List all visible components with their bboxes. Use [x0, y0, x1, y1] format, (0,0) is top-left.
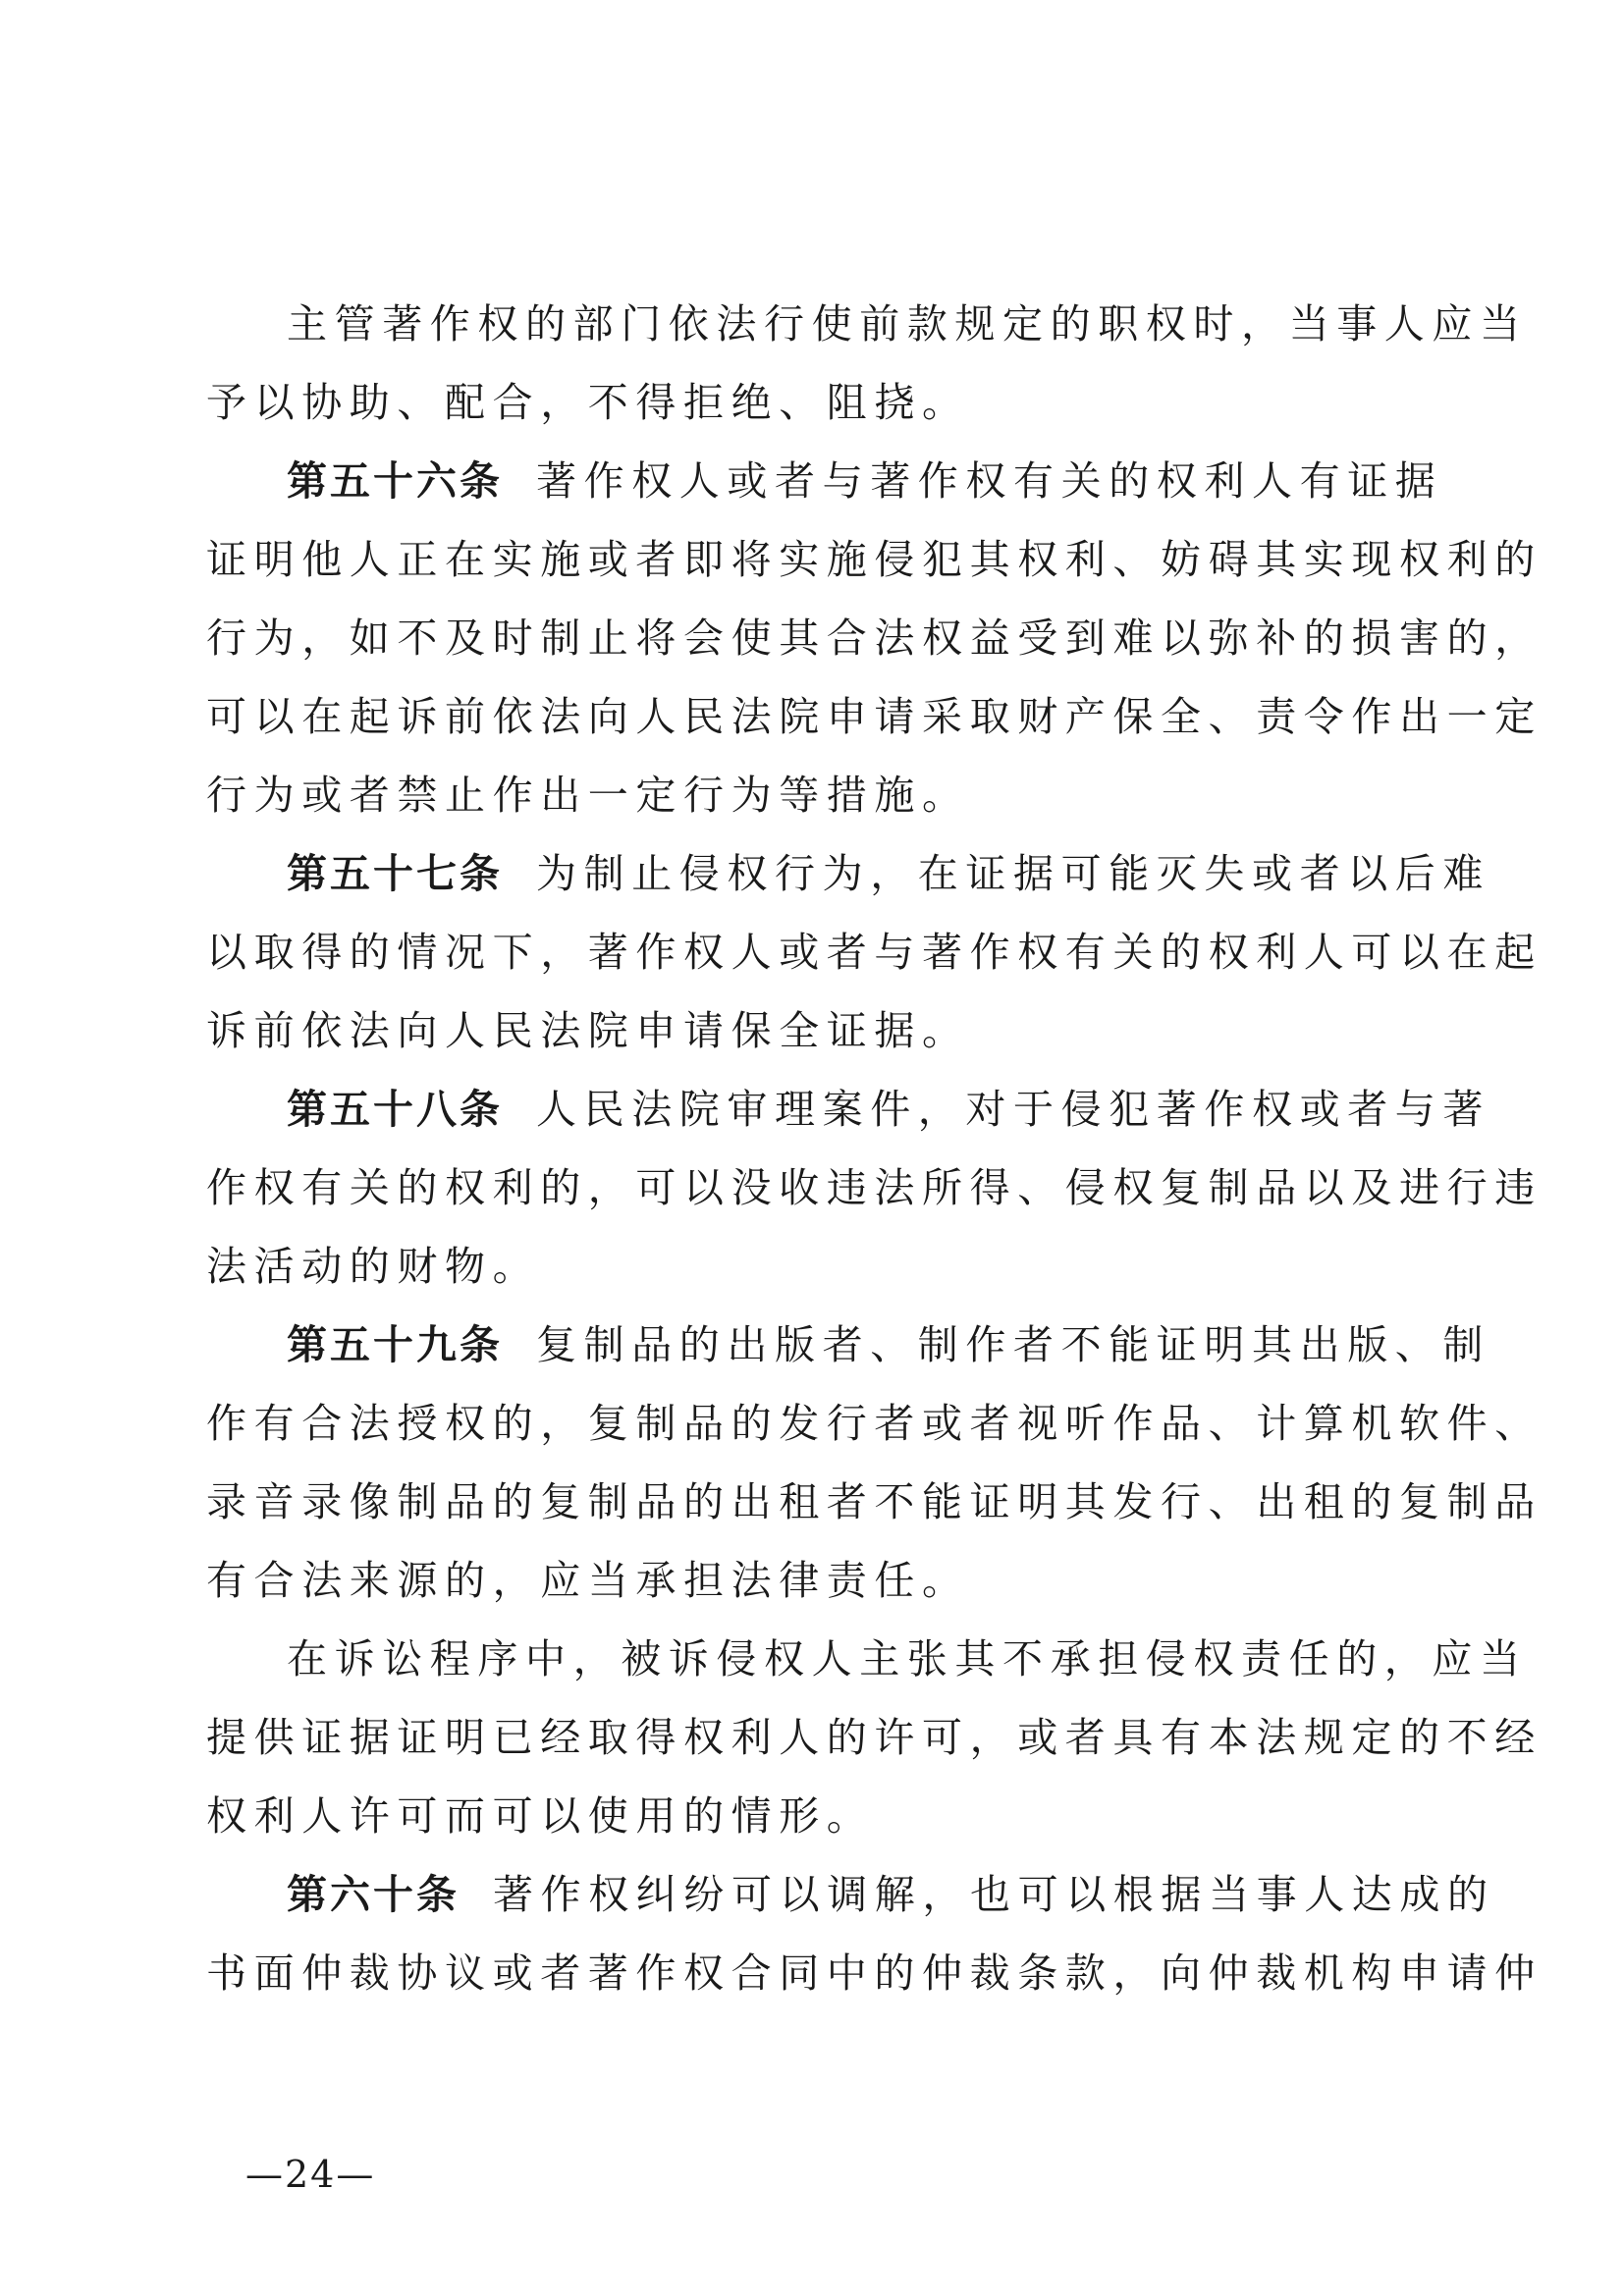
article-heading: 第五十九条 — [287, 1321, 503, 1368]
paragraph-line: 录音录像制品的复制品的出租者不能证明其发行、出租的复制品 — [206, 1478, 1543, 1525]
paragraph-line: 法活动的财物。 — [206, 1243, 541, 1290]
article-60-line: 第六十条 著作权纠纷可以调解，也可以根据当事人达成的 — [287, 1871, 1495, 1918]
article-heading: 第五十八条 — [287, 1086, 503, 1133]
document-page — [206, 285, 1543, 2052]
article-56-line: 第五十六条 著作权人或者与著作权有关的权利人有证据 — [287, 457, 1443, 505]
article-heading: 第五十七条 — [287, 850, 503, 897]
article-58-line: 第五十八条 人民法院审理案件，对于侵犯著作权或者与著 — [287, 1086, 1490, 1133]
page-number: —24— — [245, 2153, 376, 2196]
article-57-line: 第五十七条 为制止侵权行为，在证据可能灭失或者以后难 — [287, 850, 1490, 897]
article-heading: 第五十六条 — [287, 457, 503, 505]
paragraph-line: 行为，如不及时制止将会使其合法权益受到难以弥补的损害的， — [206, 614, 1543, 662]
paragraph-line: 作有合法授权的，复制品的发行者或者视听作品、计算机软件、 — [206, 1400, 1543, 1447]
article-59-line: 第五十九条 复制品的出版者、制作者不能证明其出版、制 — [287, 1321, 1490, 1368]
paragraph-line: 权利人许可而可以使用的情形。 — [206, 1792, 875, 1840]
paragraph-line: 予以协助、配合，不得拒绝、阻挠。 — [206, 379, 970, 426]
paragraph-line: 书面仲裁协议或者著作权合同中的仲裁条款，向仲裁机构申请仲 — [206, 1949, 1543, 1997]
paragraph-line: 行为或者禁止作出一定行为等措施。 — [206, 772, 970, 819]
paragraph-line: 提供证据证明已经取得权利人的许可，或者具有本法规定的不经 — [206, 1714, 1543, 1761]
paragraph-line: 诉前依法向人民法院申请保全证据。 — [206, 1007, 970, 1054]
paragraph-line: 以取得的情况下，著作权人或者与著作权有关的权利人可以在起 — [206, 929, 1543, 976]
paragraph-line: 在诉讼程序中，被诉侵权人主张其不承担侵权责任的，应当 — [287, 1635, 1528, 1682]
paragraph-line: 可以在起诉前依法向人民法院申请采取财产保全、责令作出一定 — [206, 693, 1543, 740]
paragraph-line: 作权有关的权利的，可以没收违法所得、侵权复制品以及进行违 — [206, 1164, 1543, 1211]
paragraph-line: 证明他人正在实施或者即将实施侵犯其权利、妨碍其实现权利的 — [206, 536, 1543, 583]
paragraph-line: 主管著作权的部门依法行使前款规定的职权时，当事人应当 — [287, 300, 1528, 347]
paragraph-line: 有合法来源的，应当承担法律责任。 — [206, 1557, 970, 1604]
article-heading: 第六十条 — [287, 1871, 460, 1918]
